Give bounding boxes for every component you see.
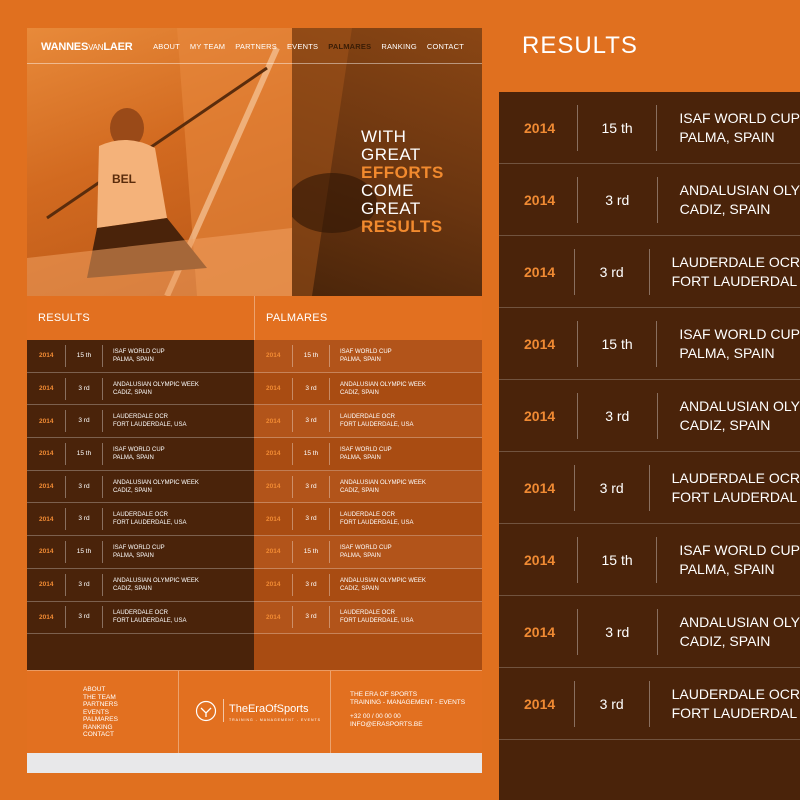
zoom-results-row[interactable] (499, 236, 800, 308)
result-year: 2014 (266, 581, 281, 589)
result-event-name: ANDALUSIAN OLYMPIC WEEK (113, 479, 199, 486)
result-year: 2014 (39, 352, 54, 360)
results-row[interactable] (27, 602, 254, 635)
result-place: 3 rd (292, 508, 330, 530)
result-place: 3 rd (65, 410, 103, 432)
result-event (330, 511, 413, 527)
sailor-illustration (27, 28, 292, 296)
result-location: PALMA, SPAIN (340, 454, 381, 461)
result-event-name: ANDALUSIAN OLYMPIC WEEK (113, 577, 199, 584)
era-of-sports-logo-icon (195, 700, 217, 722)
result-location: CADIZ, SPAIN (340, 487, 379, 494)
result-year: 2014 (266, 613, 281, 621)
result-place: 15 th (65, 345, 103, 367)
results-row[interactable] (27, 569, 254, 602)
result-location: FORT LAUDERDALE, USA (113, 618, 187, 625)
sailor-photo (27, 28, 292, 296)
zoom-results-row[interactable] (499, 92, 800, 164)
hero-tagline: WITH GREAT EFFORTS COME GREAT RESULTS (361, 127, 444, 236)
result-event-name: ISAF WORLD CUP (679, 109, 800, 126)
zoom-results-title: RESULTS (522, 32, 638, 59)
result-year: 2014 (524, 623, 556, 640)
result-year: 2014 (266, 417, 281, 425)
result-event-name: LAUDERDALE OCR (113, 414, 169, 421)
site-footer (27, 670, 482, 753)
result-year: 2014 (524, 119, 556, 136)
result-event (103, 511, 186, 527)
footer-links (83, 686, 118, 739)
result-location: CADIZ, SPAIN (679, 200, 771, 217)
result-event-name: ANDALUSIAN OLY (679, 181, 800, 198)
results-row[interactable] (27, 438, 254, 471)
nav-item-partners[interactable]: PARTNERS (235, 42, 277, 51)
result-event (657, 541, 800, 579)
result-place: 3 rd (65, 574, 103, 596)
palmares-row[interactable] (254, 438, 482, 471)
nav-item-contact[interactable]: CONTACT (426, 42, 464, 51)
result-place: 3 rd (577, 393, 658, 439)
result-place: 3 rd (577, 177, 658, 223)
result-place: 3 rd (65, 476, 103, 498)
result-event-name: ANDALUSIAN OLYMPIC WEEK (340, 577, 426, 584)
results-list (27, 340, 254, 670)
result-location: FORT LAUDERDALE, USA (340, 520, 414, 527)
result-event (103, 544, 165, 560)
result-location: FORT LAUDERDAL (671, 272, 798, 289)
result-event (330, 479, 426, 495)
palmares-list (254, 340, 482, 670)
result-place: 3 rd (577, 609, 658, 655)
result-place: 3 rd (574, 681, 650, 727)
results-row[interactable] (27, 471, 254, 504)
palmares-row[interactable] (254, 373, 482, 406)
result-event (103, 446, 165, 462)
result-location: PALMA, SPAIN (113, 454, 154, 461)
result-location: CADIZ, SPAIN (679, 632, 771, 649)
result-location: PALMA, SPAIN (113, 552, 154, 559)
result-event-name: ISAF WORLD CUP (340, 446, 392, 453)
result-event (658, 613, 800, 651)
results-row[interactable] (27, 340, 254, 373)
site-nav (27, 28, 482, 64)
result-place: 15 th (292, 345, 330, 367)
palmares-row[interactable] (254, 569, 482, 602)
result-event (103, 577, 199, 593)
result-year: 2014 (524, 695, 556, 712)
result-event-name: ISAF WORLD CUP (340, 348, 392, 355)
footer-link-events[interactable]: EVENTS (83, 708, 110, 716)
nav-item-about[interactable]: ABOUT (153, 42, 180, 51)
result-event (330, 446, 392, 462)
zoom-results-row[interactable] (499, 380, 800, 452)
svg-text:BEL: BEL (112, 172, 136, 186)
footer-link-palmares[interactable]: PALMARES (83, 716, 118, 723)
result-year: 2014 (524, 335, 556, 352)
result-event (650, 469, 800, 507)
result-place: 3 rd (65, 378, 103, 400)
result-location: CADIZ, SPAIN (113, 487, 152, 494)
result-event (330, 348, 392, 364)
result-location: CADIZ, SPAIN (113, 389, 152, 396)
result-year: 2014 (524, 479, 556, 496)
result-place: 3 rd (292, 378, 330, 400)
zoom-results-row[interactable] (499, 668, 800, 740)
result-event-name: ANDALUSIAN OLY (679, 613, 800, 630)
result-event (330, 544, 392, 560)
site-bottom-bar (27, 753, 482, 773)
result-location: PALMA, SPAIN (340, 552, 381, 559)
result-year: 2014 (39, 385, 54, 393)
palmares-row[interactable] (254, 405, 482, 438)
result-year: 2014 (39, 483, 54, 491)
footer-phone[interactable]: +32 00 / 00 00 00 (350, 713, 401, 720)
result-event (658, 397, 800, 435)
result-place: 3 rd (65, 508, 103, 530)
nav-item-events[interactable]: EVENTS (286, 42, 319, 51)
result-event (330, 609, 413, 625)
result-location: CADIZ, SPAIN (340, 585, 379, 592)
result-event-name: LAUDERDALE OCR (113, 610, 169, 617)
result-location: PALMA, SPAIN (679, 128, 775, 145)
palmares-row[interactable] (254, 503, 482, 536)
result-event (650, 685, 800, 723)
result-place: 3 rd (292, 574, 330, 596)
footer-divider (178, 671, 179, 754)
footer-link-partners[interactable]: PARTNERS (83, 701, 118, 708)
nav-item-ranking[interactable]: RANKING (381, 42, 417, 51)
result-location: PALMA, SPAIN (679, 344, 775, 361)
result-year: 2014 (266, 352, 281, 360)
result-place: 15 th (292, 443, 330, 465)
result-year: 2014 (266, 450, 281, 458)
nav-item-my-team[interactable]: MY TEAM (189, 42, 226, 51)
result-event (658, 181, 800, 219)
result-place: 15 th (65, 443, 103, 465)
result-location: CADIZ, SPAIN (679, 416, 771, 433)
results-row[interactable] (27, 373, 254, 406)
result-place: 15 th (292, 541, 330, 563)
result-event (657, 325, 800, 363)
results-panel-title: RESULTS (27, 296, 254, 340)
result-event (103, 413, 186, 429)
result-place: 3 rd (292, 606, 330, 628)
result-place: 15 th (577, 105, 658, 151)
result-location: FORT LAUDERDALE, USA (340, 618, 414, 625)
result-year: 2014 (266, 515, 281, 523)
footer-brand-name: TheEraOfSports (229, 703, 309, 715)
result-year: 2014 (266, 385, 281, 393)
footer-link-about[interactable]: ABOUT (83, 686, 106, 693)
result-event-name: LAUDERDALE OCR (113, 512, 169, 519)
result-location: PALMA, SPAIN (340, 356, 381, 363)
zoom-results-table (499, 92, 800, 800)
result-location: CADIZ, SPAIN (113, 585, 152, 592)
result-year: 2014 (524, 407, 556, 424)
result-event-name: ISAF WORLD CUP (340, 544, 392, 551)
result-place: 3 rd (292, 476, 330, 498)
result-location: FORT LAUDERDALE, USA (340, 422, 414, 429)
palmares-row[interactable] (254, 471, 482, 504)
result-event-name: ANDALUSIAN OLYMPIC WEEK (340, 381, 426, 388)
result-location: FORT LAUDERDAL (671, 704, 798, 721)
result-year: 2014 (524, 191, 556, 208)
result-location: FORT LAUDERDAL (671, 488, 798, 505)
result-event-name: ANDALUSIAN OLYMPIC WEEK (113, 381, 199, 388)
result-year: 2014 (39, 581, 54, 589)
result-event (650, 253, 800, 291)
result-event (657, 109, 800, 147)
result-event-name: LAUDERDALE OCR (671, 469, 800, 486)
website-mockup (27, 28, 482, 773)
result-event-name: ANDALUSIAN OLYMPIC WEEK (340, 479, 426, 486)
results-row[interactable] (27, 503, 254, 536)
result-year: 2014 (39, 548, 54, 556)
results-row[interactable] (27, 405, 254, 438)
result-event (103, 381, 199, 397)
result-place: 15 th (577, 321, 658, 367)
result-event-name: ISAF WORLD CUP (679, 541, 800, 558)
result-year: 2014 (266, 548, 281, 556)
result-event-name: LAUDERDALE OCR (340, 512, 396, 519)
palmares-row[interactable] (254, 536, 482, 569)
results-row[interactable] (27, 536, 254, 569)
result-year: 2014 (39, 450, 54, 458)
result-year: 2014 (39, 515, 54, 523)
footer-brand[interactable] (195, 699, 321, 722)
result-place: 15 th (577, 537, 658, 583)
palmares-row[interactable] (254, 602, 482, 635)
zoom-results-row[interactable] (499, 524, 800, 596)
result-event (330, 577, 426, 593)
result-place: 3 rd (292, 410, 330, 432)
result-event (330, 381, 426, 397)
result-location: PALMA, SPAIN (679, 560, 775, 577)
result-year: 2014 (524, 551, 556, 568)
footer-contact-info: THE ERA OF SPORTS TRAINING - MANAGEMENT - EVENTS +32 00 / 00 00 00 INFO@ERASPORTS.BE (350, 691, 466, 728)
zoom-results-row[interactable] (499, 164, 800, 236)
footer-link-ranking[interactable]: RANKING (83, 723, 113, 731)
footer-brand-sub: TRAINING - MANAGEMENT - EVENTS (229, 718, 321, 722)
result-location: FORT LAUDERDALE, USA (113, 422, 187, 429)
footer-link-the-team[interactable]: THE TEAM (83, 693, 116, 701)
footer-email[interactable]: INFO@ERASPORTS.BE (350, 721, 423, 728)
result-year: 2014 (39, 417, 54, 425)
zoom-results-row[interactable] (499, 596, 800, 668)
result-year: 2014 (524, 263, 556, 280)
nav-item-palmares[interactable]: PALMARES (328, 42, 372, 51)
nav-menu (153, 42, 464, 51)
result-year: 2014 (266, 483, 281, 491)
result-place: 3 rd (65, 606, 103, 628)
result-event-name: ISAF WORLD CUP (679, 325, 800, 342)
result-location: PALMA, SPAIN (113, 356, 154, 363)
result-place: 3 rd (574, 249, 650, 295)
result-event-name: ISAF WORLD CUP (113, 446, 165, 453)
result-location: FORT LAUDERDALE, USA (113, 520, 187, 527)
site-logo[interactable]: WANNESVANLAER (41, 41, 133, 53)
result-year: 2014 (39, 613, 54, 621)
result-event (330, 413, 413, 429)
result-event (103, 479, 199, 495)
result-event-name: LAUDERDALE OCR (671, 253, 800, 270)
result-event-name: LAUDERDALE OCR (340, 414, 396, 421)
result-event-name: ISAF WORLD CUP (113, 544, 165, 551)
palmares-row[interactable] (254, 340, 482, 373)
result-event-name: LAUDERDALE OCR (671, 685, 800, 702)
hero-section (27, 28, 482, 296)
result-event (103, 348, 165, 364)
result-event-name: ANDALUSIAN OLY (679, 397, 800, 414)
result-place: 15 th (65, 541, 103, 563)
result-location: CADIZ, SPAIN (340, 389, 379, 396)
footer-link-contact[interactable]: CONTACT (83, 731, 114, 738)
result-place: 3 rd (574, 465, 650, 511)
zoom-results-row[interactable] (499, 452, 800, 524)
result-event-name: LAUDERDALE OCR (340, 610, 396, 617)
result-event (103, 609, 186, 625)
palmares-panel-title[interactable]: PALMARES (254, 296, 482, 340)
result-event-name: ISAF WORLD CUP (113, 348, 165, 355)
footer-divider (330, 671, 331, 754)
zoom-results-row[interactable] (499, 308, 800, 380)
